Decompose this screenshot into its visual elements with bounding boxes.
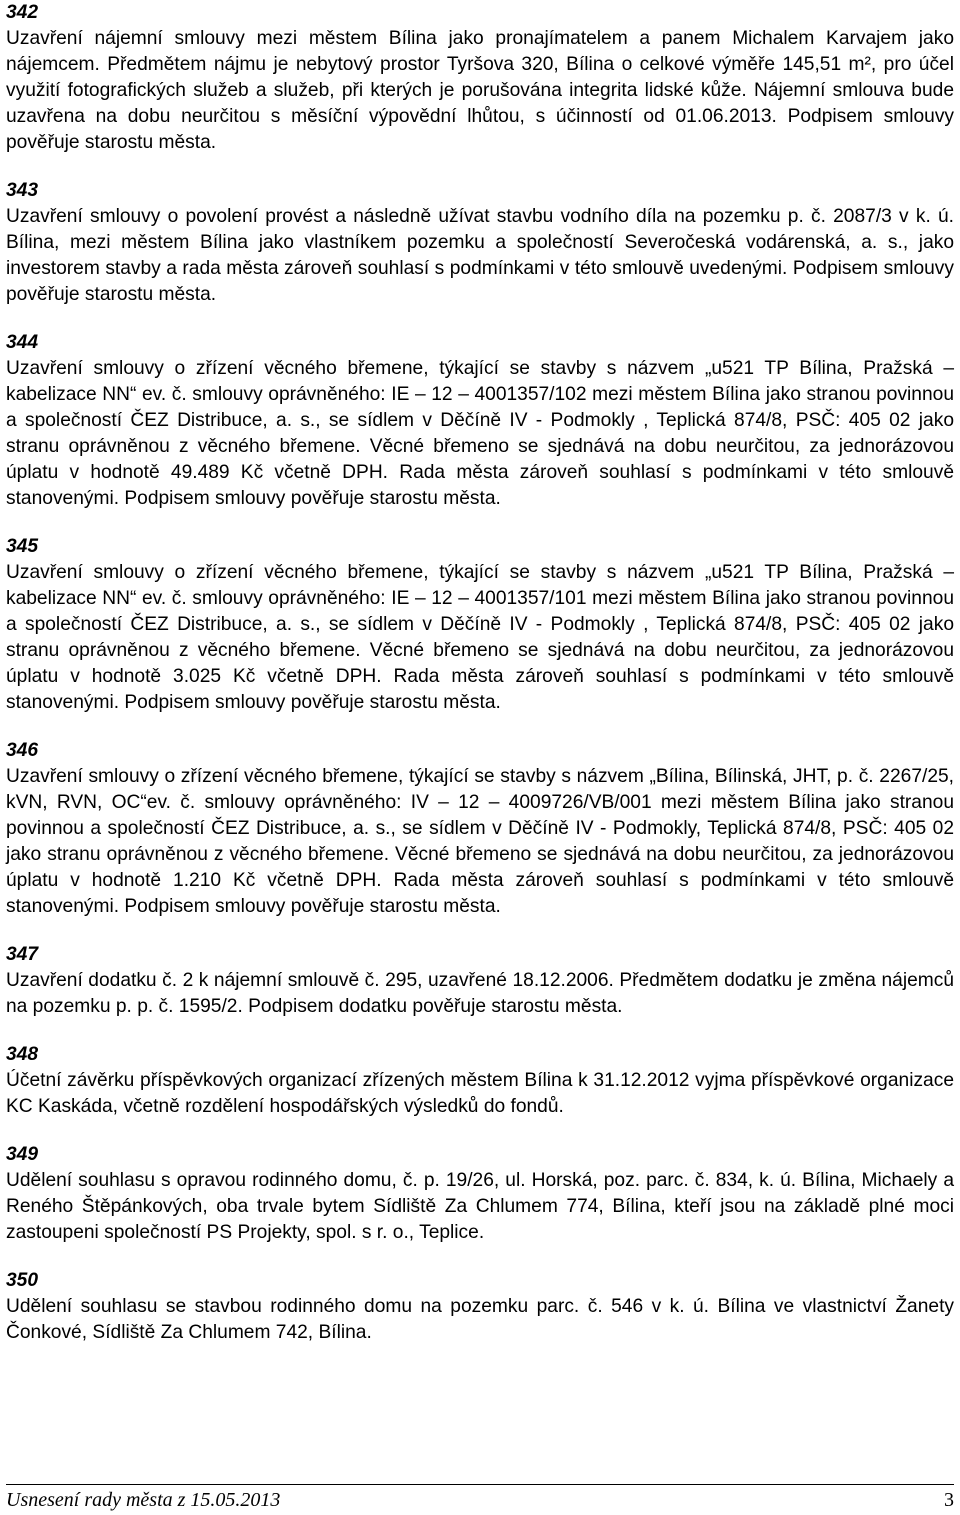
resolution-349 — [6, 1142, 954, 1246]
resolution-342 — [6, 0, 954, 156]
resolution-number: 348 — [6, 1044, 39, 1065]
resolution-text: Uzavření smlouvy o povolení provést a následně užívat stavbu vodního díla na pozemku p. č. 2087/3 v k. ú. Bílina, mezi městem Bílina jako vlastníkem pozemku a společností Severočeská vodárenská, a. s., jako investorem stavby a rada města zároveň souhlasí s podmínkami v této smlouvě uvedenými. Podpisem smlouvy pověřuje starostu města. — [6, 206, 954, 305]
resolution-346 — [6, 738, 954, 920]
resolution-text: Uzavření nájemní smlouvy mezi městem Bílina jako pronajímatelem a panem Michalem Karvajem jako nájemcem. Předmětem nájmu je nebytový prostor Tyršova 320, Bílina o celkové výměře 145,51 m², pro účel využití fotografických služeb a služeb, při kterých je porušována integrita lidské kůže. Nájemní smlouva bude uzavřena na dobu neurčitou s měsíční výpovědní lhůtou, s účinností od 01.06.2013. Podpisem smlouvy pověřuje starostu města. — [6, 28, 954, 153]
resolution-number: 342 — [6, 2, 39, 23]
resolution-344 — [6, 330, 954, 512]
resolution-343 — [6, 178, 954, 308]
resolution-345 — [6, 534, 954, 716]
resolution-348 — [6, 1042, 954, 1120]
page-number: 3 — [944, 1489, 954, 1511]
resolution-number: 343 — [6, 180, 39, 201]
document-body — [6, 0, 954, 1368]
resolution-number: 347 — [6, 944, 39, 965]
resolution-number: 345 — [6, 536, 39, 557]
footer-title: Usnesení rady města z 15.05.2013 — [6, 1489, 281, 1511]
resolution-text: Uzavření smlouvy o zřízení věcného břemene, týkající se stavby s názvem „u521 TP Bílina, Pražská – kabelizace NN“ ev. č. smlouvy oprávněného: IE – 12 – 4001357/101 mezi městem Bílina jako stranou povinnou a společností ČEZ Distribuce, a. s., se sídlem v Děčíně IV - Podmokly , Teplická 874/8, PSČ: 405 02 jako stranu oprávněnou z věcného břemene. Věcné břemeno se sjednává na dobu neurčitou, za jednorázovou úplatu v hodnotě 3.025 Kč včetně DPH. Rada města zároveň souhlasí s podmínkami v této smlouvě stanovenými. Podpisem smlouvy pověřuje starostu města. — [6, 562, 954, 713]
resolution-number: 344 — [6, 332, 39, 353]
resolution-text: Uzavření smlouvy o zřízení věcného břemene, týkající se stavby s názvem „Bílina, Bílinská, JHT, p. č. 2267/25, kVN, RVN, OC“ev. č. smlouvy oprávněného: IV – 12 – 4009726/VB/001 mezi městem Bílina jako stranou povinnou a společností ČEZ Distribuce, a. s., se sídlem v Děčíně IV - Podmokly, Teplická 874/8, PSČ: 405 02 jako stranu oprávněnou z věcného břemene. Věcné břemeno se sjednává na dobu neurčitou, za jednorázovou úplatu v hodnotě 1.210 Kč včetně DPH. Rada města zároveň souhlasí s podmínkami v této smlouvě stanovenými. Podpisem smlouvy pověřuje starostu města. — [6, 766, 954, 917]
resolution-350 — [6, 1268, 954, 1346]
resolution-text: Udělení souhlasu se stavbou rodinného domu na pozemku parc. č. 546 v k. ú. Bílina ve vlastnictví Žanety Čonkové, Sídliště Za Chlumem 742, Bílina. — [6, 1296, 954, 1343]
resolution-text: Udělení souhlasu s opravou rodinného domu, č. p. 19/26, ul. Horská, poz. parc. č. 834, k. ú. Bílina, Michaely a Reného Štěpánkových, oba trvale bytem Sídliště Za Chlumem 774, Bílina, kteří jsou na základě plné moci zastoupeni společností PS Projekty, spol. s r. o., Teplice. — [6, 1170, 954, 1243]
resolution-347 — [6, 942, 954, 1020]
resolution-text: Uzavření smlouvy o zřízení věcného břemene, týkající se stavby s názvem „u521 TP Bílina, Pražská – kabelizace NN“ ev. č. smlouvy oprávněného: IE – 12 – 4001357/102 mezi městem Bílina jako stranou povinnou a společností ČEZ Distribuce, a. s., se sídlem v Děčíně IV - Podmokly , Teplická 874/8, PSČ: 405 02 jako stranu oprávněnou z věcného břemene. Věcné břemeno se sjednává na dobu neurčitou, za jednorázovou úplatu v hodnotě 49.489 Kč včetně DPH. Rada města zároveň souhlasí s podmínkami v této smlouvě stanovenými. Podpisem smlouvy pověřuje starostu města. — [6, 358, 954, 509]
resolution-number: 349 — [6, 1144, 39, 1165]
resolution-number: 346 — [6, 740, 39, 761]
page-footer — [6, 1484, 954, 1513]
resolution-number: 350 — [6, 1270, 39, 1291]
resolution-text: Účetní závěrku příspěvkových organizací zřízených městem Bílina k 31.12.2012 vyjma příspěvkové organizace KC Kaskáda, včetně rozdělení hospodářských výsledků do fondů. — [6, 1070, 954, 1117]
resolution-text: Uzavření dodatku č. 2 k nájemní smlouvě č. 295, uzavřené 18.12.2006. Předmětem dodatku je změna nájemců na pozemku p. p. č. 1595/2. Podpisem dodatku pověřuje starostu města. — [6, 970, 954, 1017]
